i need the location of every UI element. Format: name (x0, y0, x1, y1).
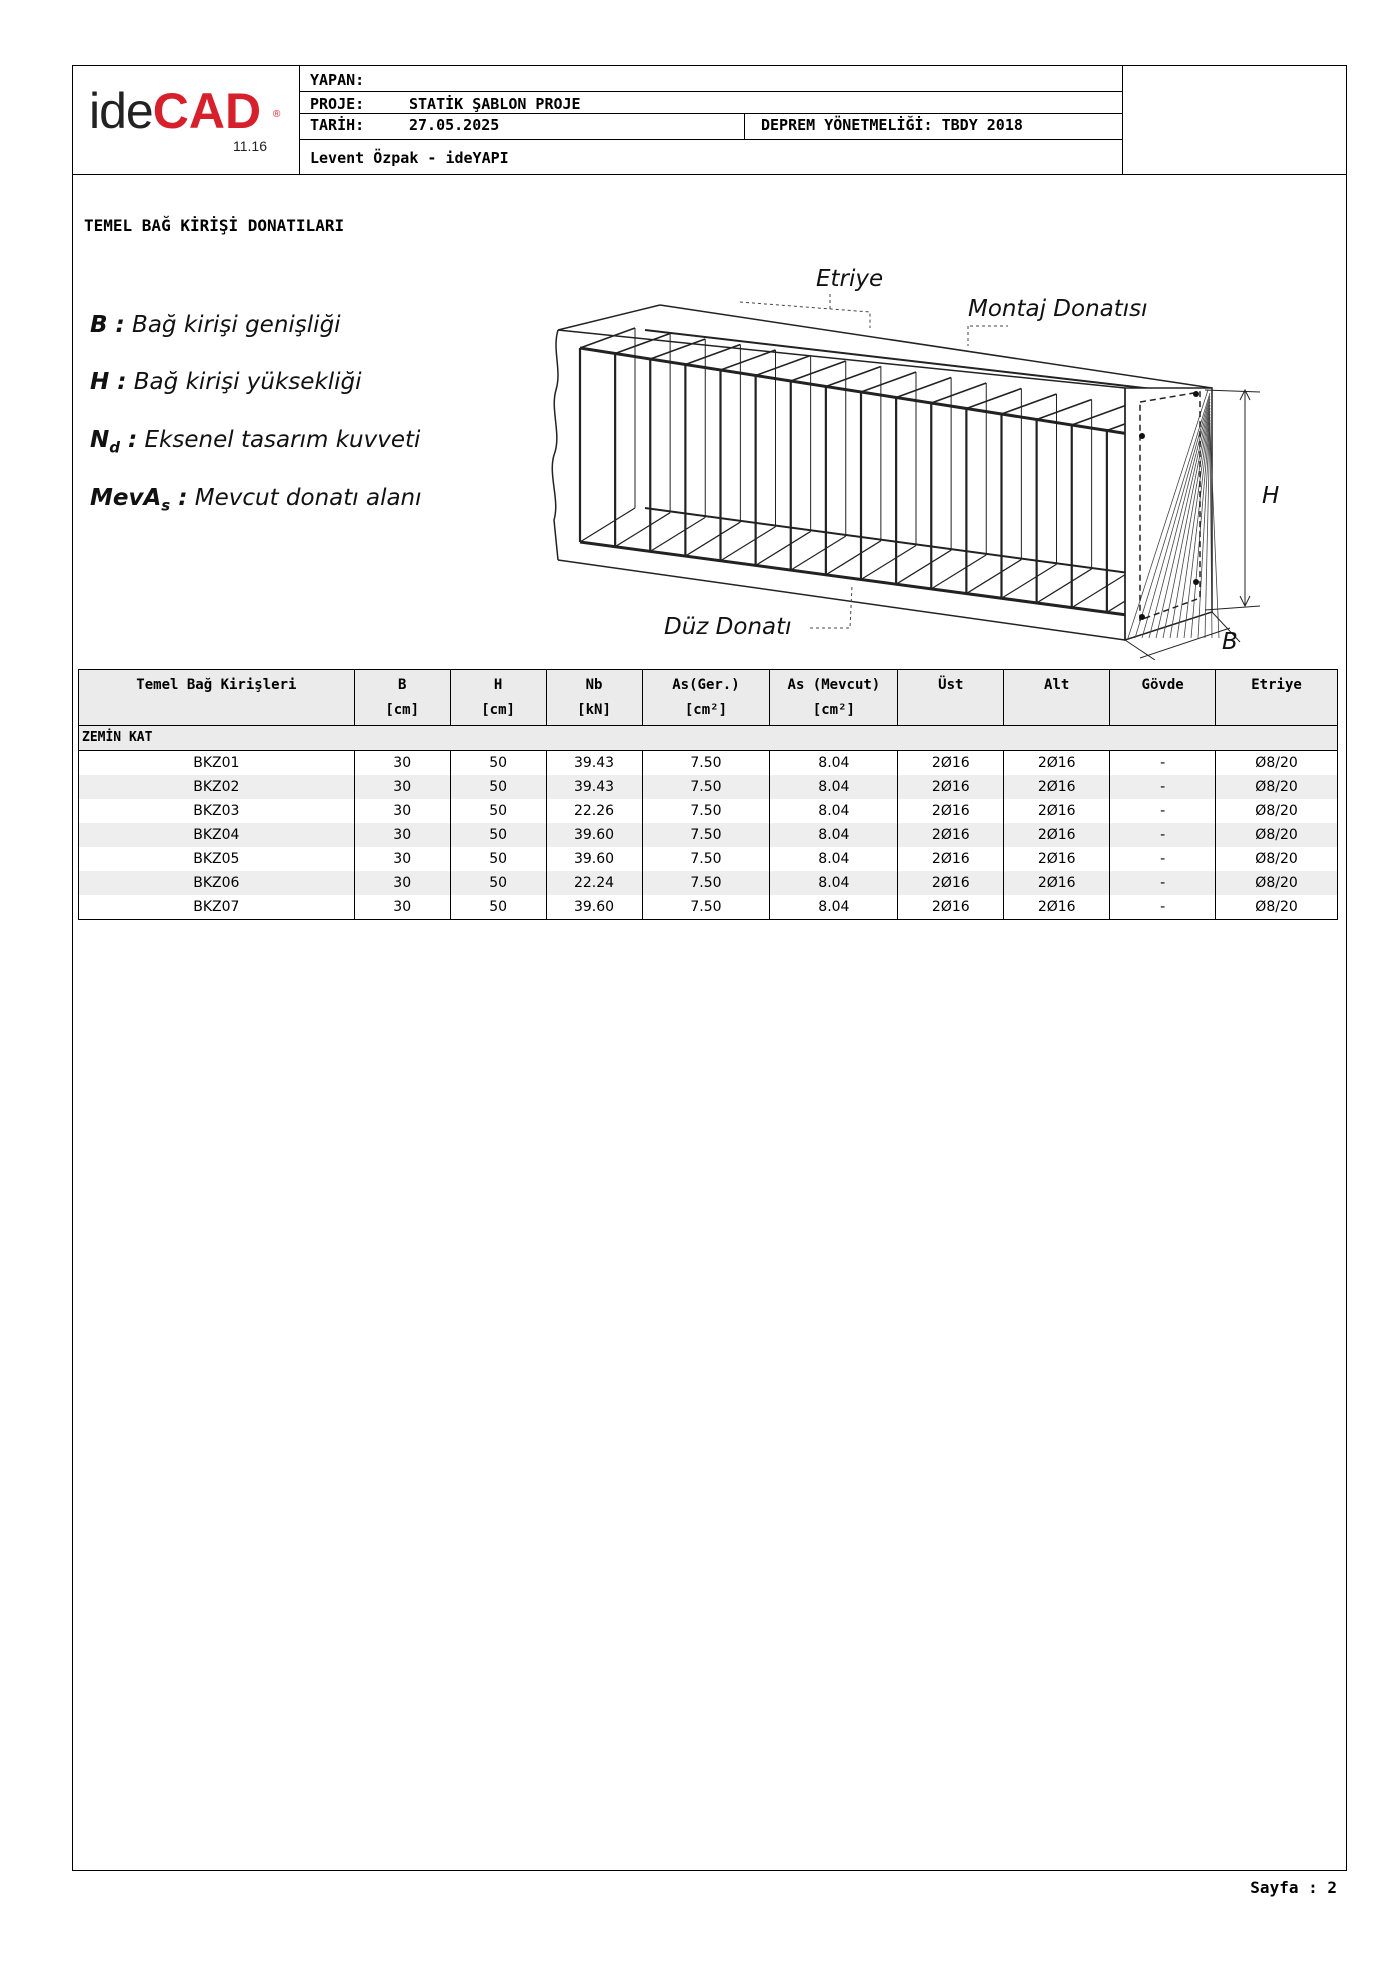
stirrup-top-leg (1002, 394, 1057, 414)
column-header (642, 670, 770, 726)
table-row (79, 847, 1338, 871)
stirrup-bottom-leg (966, 560, 1021, 594)
table-cell: Ø8/20 (1216, 751, 1338, 776)
table-cell: BKZ03 (79, 799, 355, 823)
page-number: Sayfa : 2 (1250, 1878, 1337, 1897)
stirrup-bottom-leg (826, 541, 881, 575)
column-header-title: Gövde (1141, 677, 1184, 693)
leader-etriye (740, 294, 870, 328)
table-row (79, 895, 1338, 920)
table-cell: - (1110, 799, 1216, 823)
table-cell: 39.60 (546, 823, 642, 847)
table-cell: Ø8/20 (1216, 871, 1338, 895)
legend-meva (90, 485, 422, 515)
label-etriye: Etriye (816, 266, 884, 292)
section-title: TEMEL BAĞ KİRİŞİ DONATILARI (84, 216, 345, 235)
table-cell: 7.50 (642, 751, 770, 776)
stirrup-top-leg (861, 372, 916, 392)
stirrup-top-leg (931, 383, 986, 403)
stirrup-bottom-leg (721, 527, 776, 561)
logo-version: 11.16 (233, 138, 267, 154)
column-header (1110, 670, 1216, 726)
table-section-row (79, 726, 1338, 751)
table-cell: - (1110, 823, 1216, 847)
stirrup-bottom-leg (1002, 564, 1057, 598)
leader-duz-donati (810, 586, 852, 628)
deprem-yonetmeligi: DEPREM YÖNETMELİĞİ: TBDY 2018 (761, 116, 1023, 134)
table-cell: 2Ø16 (898, 823, 1004, 847)
table-cell: 50 (450, 871, 546, 895)
table-cell: - (1110, 871, 1216, 895)
column-header-title: Üst (938, 677, 964, 693)
stirrup-top-leg (1037, 400, 1092, 420)
stirrup-bottom-leg (685, 522, 740, 556)
legend-meva-symbol: MevA (90, 485, 162, 511)
table-cell: BKZ04 (79, 823, 355, 847)
stirrup-bottom-leg (580, 508, 635, 542)
table-row (79, 871, 1338, 895)
table-cell: 30 (354, 847, 450, 871)
legend-meva-text: Mevcut donatı alanı (187, 485, 422, 511)
table-cell: 2Ø16 (1004, 775, 1110, 799)
table-cell: 2Ø16 (1004, 799, 1110, 823)
header-row-proje (299, 92, 1122, 114)
table-cell: 22.26 (546, 799, 642, 823)
stirrup-top-leg (1072, 405, 1127, 425)
column-header-title: As(Ger.) (672, 677, 740, 693)
table-cell: 22.24 (546, 871, 642, 895)
column-header-title: Nb (585, 677, 603, 693)
table-cell: 2Ø16 (1004, 751, 1110, 776)
stirrup-bottom-leg (1072, 574, 1127, 608)
legend-b-symbol: B : (90, 312, 125, 338)
column-header-unit: [cm²] (684, 702, 728, 718)
table-cell: 30 (354, 799, 450, 823)
column-header-unit: [cm²] (812, 702, 855, 718)
table-cell: - (1110, 751, 1216, 776)
table-cell: 2Ø16 (898, 871, 1004, 895)
logo-cad: CAD (152, 83, 262, 139)
column-header-unit: [cm] (481, 702, 515, 718)
table-cell: 8.04 (770, 775, 898, 799)
stirrup-bottom-leg (1037, 569, 1092, 603)
column-header (1216, 670, 1338, 726)
table-row (79, 775, 1338, 799)
idecad-logo (89, 83, 280, 139)
column-header (898, 670, 1004, 726)
table-cell: 30 (354, 751, 450, 776)
table-cell: Ø8/20 (1216, 895, 1338, 920)
table-cell: BKZ07 (79, 895, 355, 920)
table-cell: - (1110, 895, 1216, 920)
legend-nd-colon: : (120, 427, 138, 453)
tarih-label: TARİH: (310, 116, 365, 134)
tie-beam-table (78, 669, 1338, 920)
table-cell: 7.50 (642, 895, 770, 920)
table-cell: BKZ01 (79, 751, 355, 776)
table-cell: - (1110, 775, 1216, 799)
tarih-value: 27.05.2025 (409, 116, 500, 134)
column-header-unit: [kN] (577, 702, 611, 718)
bottom-back-longitudinal-bar (645, 508, 1196, 582)
bottom-bar-dot-2 (1193, 579, 1199, 585)
table-cell: BKZ06 (79, 871, 355, 895)
table-cell: 2Ø16 (1004, 847, 1110, 871)
top-back-longitudinal-bar (645, 330, 1196, 394)
table-cell: 2Ø16 (898, 847, 1004, 871)
table-cell: 2Ø16 (898, 895, 1004, 920)
table-cell: 30 (354, 895, 450, 920)
column-header (79, 670, 355, 726)
table-cell: 30 (354, 775, 450, 799)
table-cell: 8.04 (770, 799, 898, 823)
table-cell: 39.43 (546, 775, 642, 799)
table-cell: BKZ05 (79, 847, 355, 871)
table-cell: 2Ø16 (1004, 895, 1110, 920)
table-row (79, 823, 1338, 847)
table-cell: Ø8/20 (1216, 775, 1338, 799)
table-cell: 8.04 (770, 847, 898, 871)
stirrup-top-leg (756, 356, 811, 376)
stirrup-bottom-leg (615, 513, 670, 547)
table-cell: 39.60 (546, 847, 642, 871)
table-cell: 7.50 (642, 799, 770, 823)
stirrup-bottom-leg (861, 546, 916, 580)
table-cell: 7.50 (642, 823, 770, 847)
leader-montaj (968, 326, 1008, 346)
stirrup-top-leg (580, 328, 635, 348)
label-h: H (1262, 483, 1280, 509)
stirrup-top-leg (966, 389, 1021, 409)
legend-nd-symbol: N (90, 427, 110, 453)
header-row-author (299, 140, 1122, 174)
legend-b (90, 312, 341, 338)
table-cell: 8.04 (770, 895, 898, 920)
beam-break-line (552, 330, 558, 560)
table-cell: Ø8/20 (1216, 823, 1338, 847)
table-cell: 50 (450, 847, 546, 871)
legend-h (90, 369, 362, 395)
table-cell: 2Ø16 (898, 799, 1004, 823)
stirrup-bottom-leg (896, 550, 951, 584)
report-header (73, 66, 1346, 175)
logo-registered: ® (273, 109, 280, 120)
stirrup-bottom-leg (756, 531, 811, 565)
column-header-title: Alt (1044, 677, 1070, 693)
table-cell: 2Ø16 (898, 775, 1004, 799)
table-cell: 2Ø16 (1004, 871, 1110, 895)
label-montaj: Montaj Donatısı (968, 296, 1148, 322)
beam-reinforcement-figure (540, 260, 1280, 660)
top-bar-dot-2 (1193, 391, 1199, 397)
column-header (1004, 670, 1110, 726)
header-info (299, 66, 1123, 174)
column-header-title: H (493, 677, 503, 693)
column-header-unit: [cm] (385, 702, 420, 718)
table-row (79, 799, 1338, 823)
beam-top-left-edge (558, 305, 660, 330)
legend-h-symbol: H : (90, 369, 127, 395)
table-cell: 30 (354, 823, 450, 847)
column-header-title: Temel Bağ Kirişleri (136, 677, 297, 693)
column-header (354, 670, 450, 726)
column-header-title: As (Mevcut) (787, 677, 881, 693)
table-cell: 50 (450, 751, 546, 776)
legend-meva-colon: : (170, 485, 188, 511)
table-cell: 30 (354, 871, 450, 895)
legend-b-text: Bağ kirişi genişliği (124, 312, 341, 338)
table-cell: 50 (450, 799, 546, 823)
author: Levent Özpak - ideYAPI (310, 149, 509, 167)
top-bar-dot (1139, 433, 1145, 439)
stirrup-top-leg (791, 361, 846, 381)
label-b: B (1222, 629, 1238, 655)
table-cell: 39.43 (546, 751, 642, 776)
proje-value: STATİK ŞABLON PROJE (409, 95, 581, 113)
yapan-label: YAPAN: (310, 71, 365, 89)
section-label: ZEMİN KAT (79, 726, 1338, 751)
table-cell: 50 (450, 775, 546, 799)
column-header-title: B (397, 677, 407, 693)
legend-h-text: Bağ kirişi yüksekliği (126, 369, 362, 395)
legend-meva-sub: s (161, 496, 171, 515)
header-row-tarih (299, 114, 1122, 140)
table-cell: - (1110, 847, 1216, 871)
bottom-bar-dot (1139, 614, 1145, 620)
column-header (770, 670, 898, 726)
beam-end-face (1125, 388, 1212, 640)
table-cell: 2Ø16 (898, 751, 1004, 776)
table-cell: 50 (450, 895, 546, 920)
proje-label: PROJE: (310, 95, 365, 113)
legend-nd-text: Eksenel tasarım kuvveti (137, 427, 421, 453)
table-cell: 7.50 (642, 775, 770, 799)
table-cell: 50 (450, 823, 546, 847)
legend-nd-sub: d (109, 438, 120, 457)
logo-ide: ide (89, 83, 153, 139)
legend-nd (90, 427, 420, 457)
stirrup-bottom-leg (650, 517, 705, 551)
header-divider (744, 114, 745, 140)
table-cell: 8.04 (770, 823, 898, 847)
table-cell: Ø8/20 (1216, 799, 1338, 823)
table-cell: BKZ02 (79, 775, 355, 799)
column-header-title: Etriye (1251, 677, 1302, 693)
stirrup-top-leg (896, 378, 951, 398)
table-cell: 7.50 (642, 847, 770, 871)
table-cell: 7.50 (642, 871, 770, 895)
table-body (79, 726, 1338, 920)
header-row-yapan (299, 66, 1122, 92)
label-duz-donati: Düz Donatı (664, 614, 792, 640)
table-header-row (79, 670, 1338, 726)
logo-box (73, 66, 300, 174)
table-cell: 8.04 (770, 871, 898, 895)
stirrup-bottom-leg (791, 536, 846, 570)
column-header (450, 670, 546, 726)
table-cell: 2Ø16 (1004, 823, 1110, 847)
stirrup-top-leg (721, 350, 776, 370)
table-cell: 8.04 (770, 751, 898, 776)
column-header (546, 670, 642, 726)
table-row (79, 751, 1338, 776)
stirrup-bottom-leg (931, 555, 986, 589)
table-cell: Ø8/20 (1216, 847, 1338, 871)
stirrup-top-leg (826, 367, 881, 387)
table-cell: 39.60 (546, 895, 642, 920)
